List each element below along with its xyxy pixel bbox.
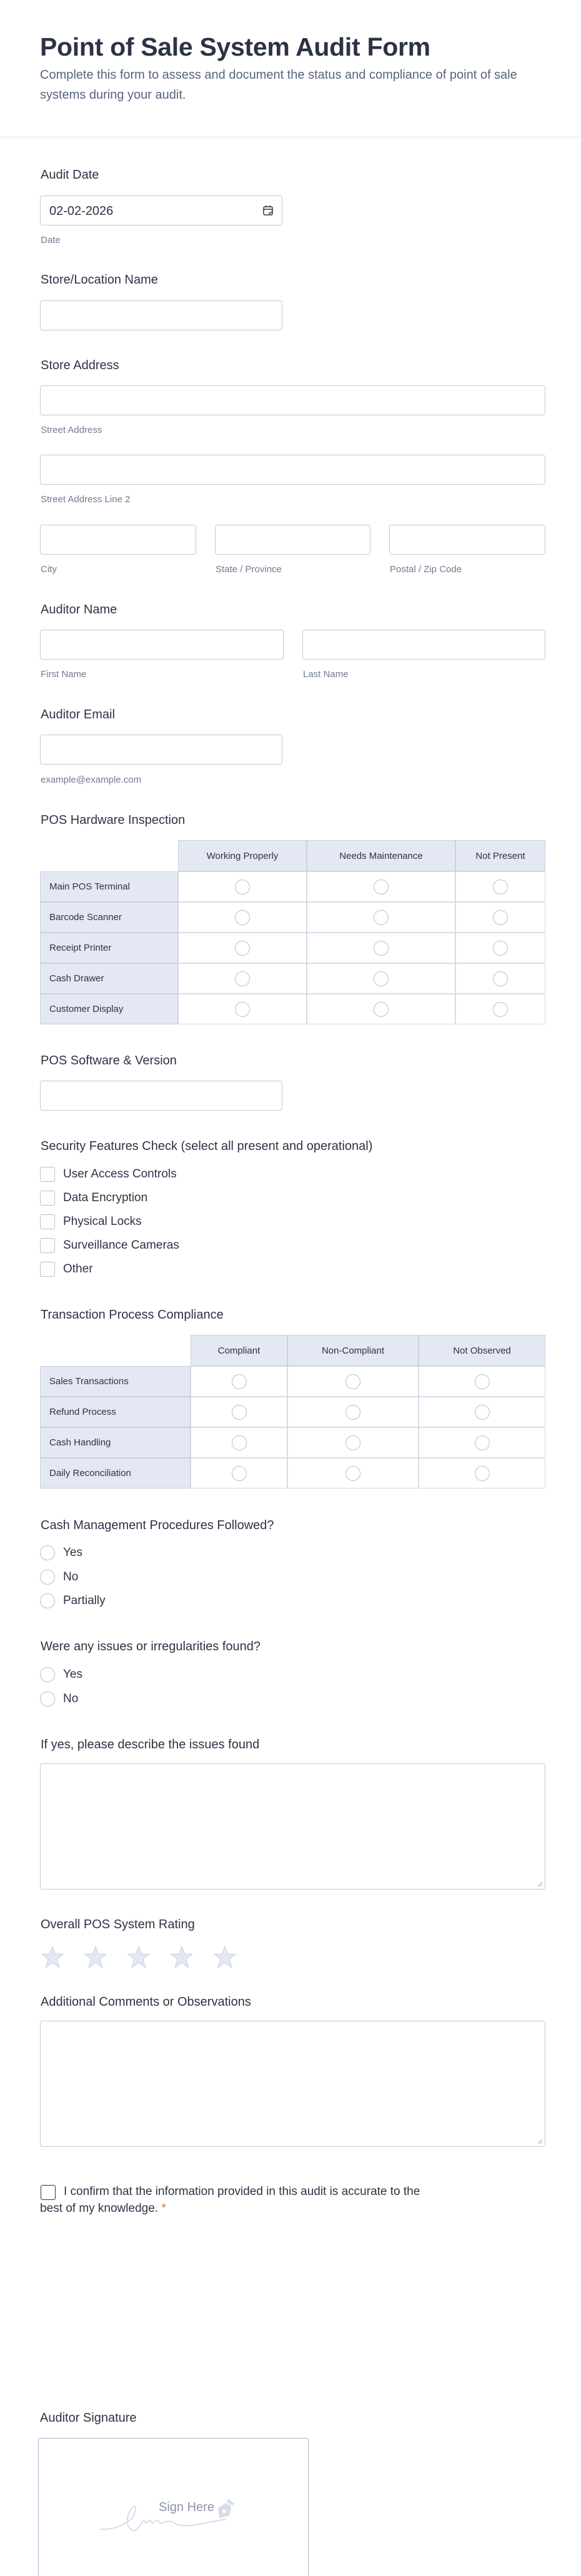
option-label: No (63, 1570, 79, 1583)
matrix-cell (178, 902, 307, 933)
audit-date-value: 02-02-2026 (49, 204, 114, 218)
matrix-radio[interactable] (374, 879, 389, 894)
comments-textarea[interactable] (40, 2021, 545, 2147)
last-name-sublabel: Last Name (303, 669, 349, 680)
matrix-radio[interactable] (232, 1466, 247, 1481)
matrix-radio[interactable] (475, 1466, 490, 1481)
radio-option[interactable] (40, 1593, 106, 1608)
matrix-cell (307, 902, 455, 933)
audit-date-sublabel: Date (41, 235, 61, 245)
city-input[interactable] (40, 525, 196, 555)
matrix-radio[interactable] (235, 941, 250, 956)
radio-option[interactable] (40, 1667, 82, 1682)
radio-button[interactable] (40, 1593, 55, 1608)
store-name-input[interactable] (40, 300, 282, 330)
last-name-input[interactable] (302, 630, 545, 660)
matrix-cell (178, 871, 307, 902)
form-description: Complete this form to assess and document the status and compliance of point of sale systems during your audit. (40, 68, 517, 102)
state-sublabel: State / Province (216, 564, 282, 575)
street-address-input[interactable] (40, 385, 545, 415)
zip-input[interactable] (389, 525, 545, 555)
matrix-radio[interactable] (493, 879, 508, 894)
radio-option[interactable] (40, 1692, 78, 1707)
matrix-column-header: Not Present (455, 840, 545, 871)
matrix-cell (191, 1366, 287, 1397)
transaction-label: Transaction Process Compliance (41, 1308, 224, 1322)
option-label: User Access Controls (63, 1167, 177, 1181)
matrix-row-label: Cash Drawer (40, 963, 178, 994)
checkbox[interactable] (40, 1214, 55, 1229)
issues-desc-textarea[interactable] (40, 1763, 545, 1890)
matrix-cell (307, 963, 455, 994)
matrix-radio[interactable] (235, 910, 250, 925)
matrix-cell (287, 1458, 419, 1489)
sign-here-text: Sign Here (159, 2500, 214, 2514)
matrix-radio[interactable] (475, 1405, 490, 1420)
radio-button[interactable] (40, 1570, 55, 1585)
option-label: Yes (63, 1546, 82, 1559)
matrix-cell (455, 994, 545, 1024)
matrix-cell (178, 933, 307, 963)
rating-stars (40, 1944, 237, 1969)
matrix-radio[interactable] (345, 1435, 360, 1450)
matrix-row-label: Refund Process (40, 1397, 191, 1427)
matrix-radio[interactable] (374, 1002, 389, 1017)
star-icon[interactable] (126, 1944, 151, 1969)
street-address-sublabel: Street Address (41, 425, 102, 435)
checkbox[interactable] (40, 1238, 55, 1253)
matrix-radio[interactable] (493, 941, 508, 956)
auditor-email-sublabel: example@example.com (41, 775, 142, 785)
auditor-email-input[interactable] (40, 735, 282, 765)
matrix-column-header: Compliant (191, 1335, 287, 1366)
matrix-row-label: Cash Handling (40, 1427, 191, 1458)
matrix-cell (419, 1458, 545, 1489)
matrix-radio[interactable] (345, 1466, 360, 1481)
first-name-sublabel: First Name (41, 669, 87, 680)
matrix-row-label: Barcode Scanner (40, 902, 178, 933)
star-icon[interactable] (169, 1944, 194, 1969)
checkbox[interactable] (40, 1191, 55, 1206)
matrix-column-header: Needs Maintenance (307, 840, 455, 871)
checkbox[interactable] (40, 1167, 55, 1182)
cash-mgmt-label: Cash Management Procedures Followed? (41, 1518, 274, 1532)
matrix-cell (455, 963, 545, 994)
option-label: Data Encryption (63, 1191, 148, 1204)
software-label: POS Software & Version (41, 1054, 177, 1068)
radio-option[interactable] (40, 1545, 82, 1560)
matrix-row-label: Receipt Printer (40, 933, 178, 963)
form-title: Point of Sale System Audit Form (40, 32, 430, 61)
store-name-label: Store/Location Name (41, 273, 158, 287)
matrix-row-label: Sales Transactions (40, 1366, 191, 1397)
confirm-text-line2 (40, 2202, 166, 2216)
matrix-cell (307, 994, 455, 1024)
state-input[interactable] (215, 525, 370, 555)
resize-handle-icon[interactable] (537, 1881, 543, 1887)
option-label: Surveillance Cameras (63, 1239, 179, 1252)
star-icon[interactable] (212, 1944, 237, 1969)
checkbox-option[interactable] (40, 1214, 142, 1229)
matrix-radio[interactable] (493, 910, 508, 925)
store-address-label: Store Address (41, 359, 119, 372)
audit-date-label: Audit Date (41, 168, 99, 182)
matrix-radio[interactable] (232, 1435, 247, 1450)
security-label: Security Features Check (select all present and operational) (41, 1139, 373, 1153)
matrix-cell (178, 963, 307, 994)
option-label: Physical Locks (63, 1215, 142, 1228)
matrix-radio[interactable] (374, 941, 389, 956)
zip-sublabel: Postal / Zip Code (390, 564, 462, 575)
radio-option[interactable] (40, 1570, 78, 1585)
checkbox-option[interactable] (40, 1167, 177, 1182)
option-label: Other (63, 1262, 93, 1276)
matrix-radio[interactable] (374, 971, 389, 986)
matrix-radio[interactable] (235, 971, 250, 986)
matrix-column-header: Non-Compliant (287, 1335, 419, 1366)
audit-date-input[interactable] (40, 196, 282, 225)
option-label: Partially (63, 1594, 106, 1607)
issues-desc-label: If yes, please describe the issues found (41, 1738, 260, 1751)
comments-label: Additional Comments or Observations (41, 1995, 251, 2009)
resize-handle-icon[interactable] (537, 2138, 543, 2144)
matrix-radio[interactable] (475, 1374, 490, 1389)
auditor-email-label: Auditor Email (41, 708, 115, 721)
matrix-radio[interactable] (232, 1405, 247, 1420)
radio-button[interactable] (40, 1545, 55, 1560)
matrix-radio[interactable] (475, 1435, 490, 1450)
option-label: Yes (63, 1668, 82, 1681)
city-sublabel: City (41, 564, 57, 575)
matrix-cell (178, 994, 307, 1024)
matrix-radio[interactable] (235, 1002, 250, 1017)
calendar-icon[interactable] (262, 204, 274, 217)
confirm-text: best of my knowledge. (40, 2202, 159, 2215)
street-address-line2-sublabel: Street Address Line 2 (41, 494, 131, 505)
option-label: No (63, 1692, 79, 1705)
matrix-row-label: Daily Reconciliation (40, 1458, 191, 1489)
checkbox-option[interactable] (40, 1262, 93, 1277)
matrix-column-header: Not Observed (419, 1335, 545, 1366)
matrix-cell (419, 1366, 545, 1397)
checkbox-option[interactable] (40, 1238, 179, 1253)
matrix-cell (419, 1397, 545, 1427)
matrix-column-header: Working Properly (178, 840, 307, 871)
first-name-input[interactable] (40, 630, 284, 660)
signature-pad[interactable] (38, 2438, 309, 2576)
matrix-cell (191, 1427, 287, 1458)
matrix-cell (191, 1458, 287, 1489)
matrix-row-label: Main POS Terminal (40, 871, 178, 902)
checkbox[interactable] (40, 1262, 55, 1277)
radio-button[interactable] (40, 1692, 55, 1707)
matrix-cell (455, 933, 545, 963)
auditor-name-label: Auditor Name (41, 603, 117, 617)
matrix-radio[interactable] (235, 879, 250, 894)
software-input[interactable] (40, 1081, 282, 1111)
matrix-cell (455, 871, 545, 902)
matrix-cell (455, 902, 545, 933)
matrix-cell (287, 1427, 419, 1458)
confirm-checkbox[interactable] (41, 2185, 56, 2200)
matrix-radio[interactable] (493, 1002, 508, 1017)
matrix-cell (307, 933, 455, 963)
radio-button[interactable] (40, 1667, 55, 1682)
matrix-cell (419, 1427, 545, 1458)
matrix-row-label: Customer Display (40, 994, 178, 1024)
signature-label: Auditor Signature (40, 2411, 137, 2425)
rating-label: Overall POS System Rating (41, 1918, 195, 1931)
matrix-radio[interactable] (232, 1374, 247, 1389)
street-address-line2-input[interactable] (40, 455, 545, 485)
confirm-text-line1: I confirm that the information provided in this audit is accurate to the (64, 2185, 420, 2198)
checkbox-option[interactable] (40, 1191, 147, 1206)
issues-label: Were any issues or irregularities found? (41, 1640, 261, 1653)
required-asterisk: * (161, 2202, 166, 2215)
matrix-radio[interactable] (345, 1405, 360, 1420)
matrix-radio[interactable] (345, 1374, 360, 1389)
matrix-cell (191, 1397, 287, 1427)
star-icon[interactable] (40, 1944, 65, 1969)
matrix-cell (287, 1366, 419, 1397)
hardware-label: POS Hardware Inspection (41, 813, 186, 827)
star-icon[interactable] (83, 1944, 108, 1969)
matrix-cell (307, 871, 455, 902)
matrix-cell (287, 1397, 419, 1427)
matrix-radio[interactable] (493, 971, 508, 986)
matrix-radio[interactable] (374, 910, 389, 925)
